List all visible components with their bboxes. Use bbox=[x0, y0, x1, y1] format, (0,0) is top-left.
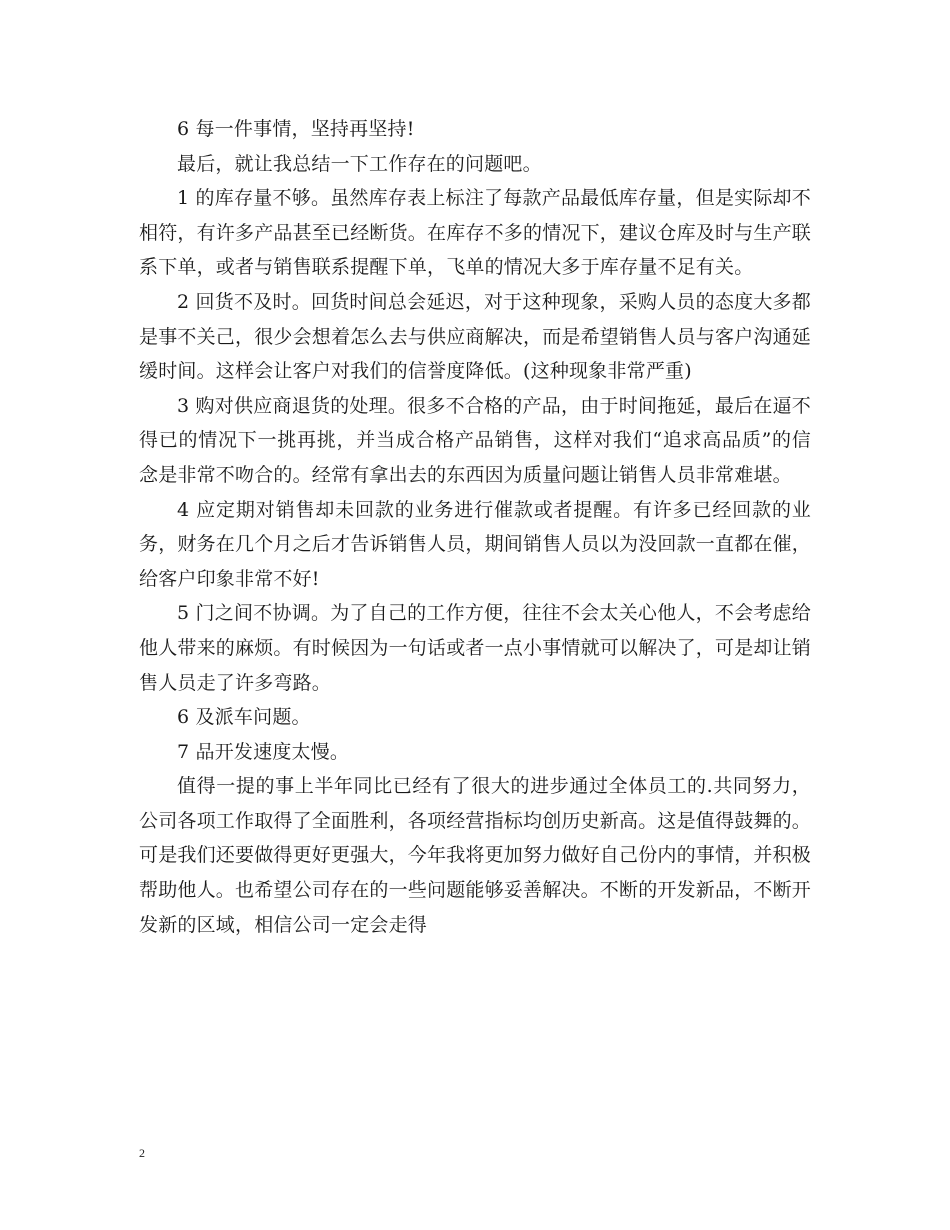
paragraph-issue-delivery: 2 回货不及时。回货时间总会延迟，对于这种现象，采购人员的态度大多都是事不关己，很少会想着怎么去与供应商解决，而是希望销售人员与客户沟通延缓时间。这样会让客户对我们的信誉度降低。(这种现象非常严重) bbox=[139, 290, 812, 383]
paragraph-conclusion: 值得一提的事上半年同比已经有了很大的进步通过全体员工的.共同努力，公司各项工作取得了全面胜利，各项经营指标均创历史新高。这是值得鼓舞的。可是我们还要做得更好更强大，今年我将更加努力做好自己份内的事情，并积极帮助他人。也希望公司存在的一些问题能够妥善解决。不断的开发新品，不断开发新的区域，相信公司一定会走得 bbox=[139, 775, 812, 936]
paragraph-issue-coordination: 5 门之间不协调。为了自己的工作方便，往往不会太关心他人，不会考虑给他人带来的麻烦。有时候因为一句话或者一点小事情就可以解决了，可是却让销售人员走了许多弯路。 bbox=[139, 602, 812, 694]
paragraph-issue-dispatch: 6 及派车问题。 bbox=[177, 706, 311, 729]
document-body bbox=[139, 112, 811, 942]
paragraph-issue-collections: 4 应定期对销售却未回款的业务进行催款或者提醒。有许多已经回款的业务，财务在几个月之后才告诉销售人员，期间销售人员以为没回款一直都在催，给客户印象非常不好! bbox=[139, 498, 812, 590]
paragraph-persist: 6 每一件事情，坚持再坚持! bbox=[177, 118, 415, 140]
paragraph-issue-inventory: 1 的库存量不够。虽然库存表上标注了每款产品最低库存量，但是实际却不相符，有许多产品甚至已经断货。在库存不多的情况下，建议仓库及时与生产联系下单，或者与销售联系提醒下单，飞单的情况大多于库存量不足有关。 bbox=[139, 187, 812, 279]
paragraph-issue-returns: 3 购对供应商退货的处理。很多不合格的产品，由于时间拖延，最后在逼不得已的情况下一挑再挑，并当成合格产品销售，这样对我们“追求高品质”的信念是非常不吻合的。经常有拿出去的东西因为质量问题让销售人员非常难堪。 bbox=[139, 394, 811, 486]
paragraph-summary-intro: 最后，就让我总结一下工作存在的问题吧。 bbox=[177, 152, 542, 175]
paragraph-issue-development: 7 品开发速度太慢。 bbox=[177, 740, 350, 763]
page-number: 2 bbox=[139, 1146, 145, 1160]
